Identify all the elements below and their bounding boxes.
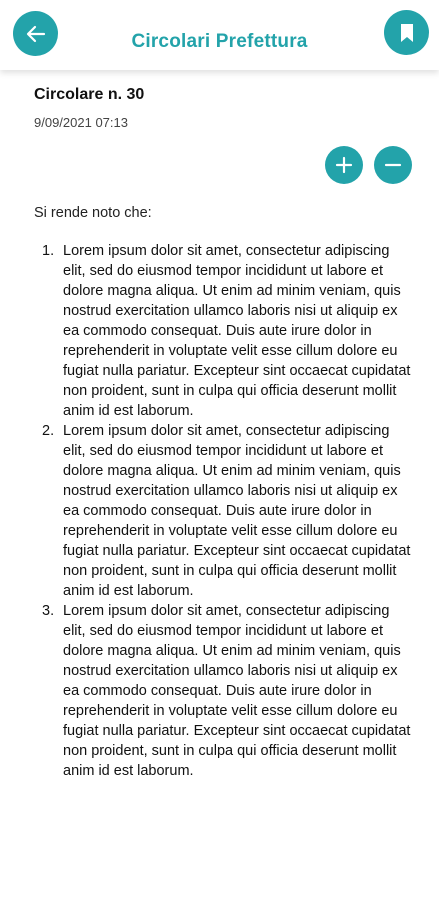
list-item-text: Lorem ipsum dolor sit amet, consectetur adipiscing elit, sed do eiusmod tempor incididunt ut labore et dolore magna aliqua. Ut enim ad minim veniam, quis nostrud exercitation ullamco laboris nisi ut aliquip ex ea commodo consequat. Duis aute irure dolor in reprehenderit in voluptate velit esse cillum dolore eu fugiat nulla pariatur. Excepteur sint occaecat cupidatat non proident, sunt in culpa qui officia deserunt mollit anim id est laborum. [63,603,411,779]
list-item-number: 2. [42,423,55,439]
plus-icon [334,155,354,175]
list-item-text: Lorem ipsum dolor sit amet, consectetur adipiscing elit, sed do eiusmod tempor incididunt ut labore et dolore magna aliqua. Ut enim ad minim veniam, quis nostrud exercitation ullamco laboris nisi ut aliquip ex ea commodo consequat. Duis aute irure dolor in reprehenderit in voluptate velit esse cillum dolore eu fugiat nulla pariatur. Excepteur sint occaecat cupidatat non proident, sunt in culpa qui officia deserunt mollit anim id est laborum. [63,243,411,419]
page-title: Circolari Prefettura [131,31,308,52]
zoom-out-button[interactable] [374,146,412,184]
minus-icon [383,155,403,175]
list-item [34,421,414,601]
document-intro: Si rende noto che: [34,205,152,221]
document-item-list [34,241,414,781]
app-header [0,0,439,70]
bookmark-icon [396,21,418,45]
list-item-number: 1. [42,243,55,259]
list-item [34,601,414,781]
document-title: Circolare n. 30 [34,86,145,103]
list-item [34,241,414,421]
list-item-number: 3. [42,603,55,619]
list-item-text: Lorem ipsum dolor sit amet, consectetur adipiscing elit, sed do eiusmod tempor incididunt ut labore et dolore magna aliqua. Ut enim ad minim veniam, quis nostrud exercitation ullamco laboris nisi ut aliquip ex ea commodo consequat. Duis aute irure dolor in reprehenderit in voluptate velit esse cillum dolore eu fugiat nulla pariatur. Excepteur sint occaecat cupidatat non proident, sunt in culpa qui officia deserunt mollit anim id est laborum. [63,423,411,599]
zoom-in-button[interactable] [325,146,363,184]
bookmark-button[interactable] [384,10,429,55]
document-date: 9/09/2021 07:13 [34,115,128,130]
